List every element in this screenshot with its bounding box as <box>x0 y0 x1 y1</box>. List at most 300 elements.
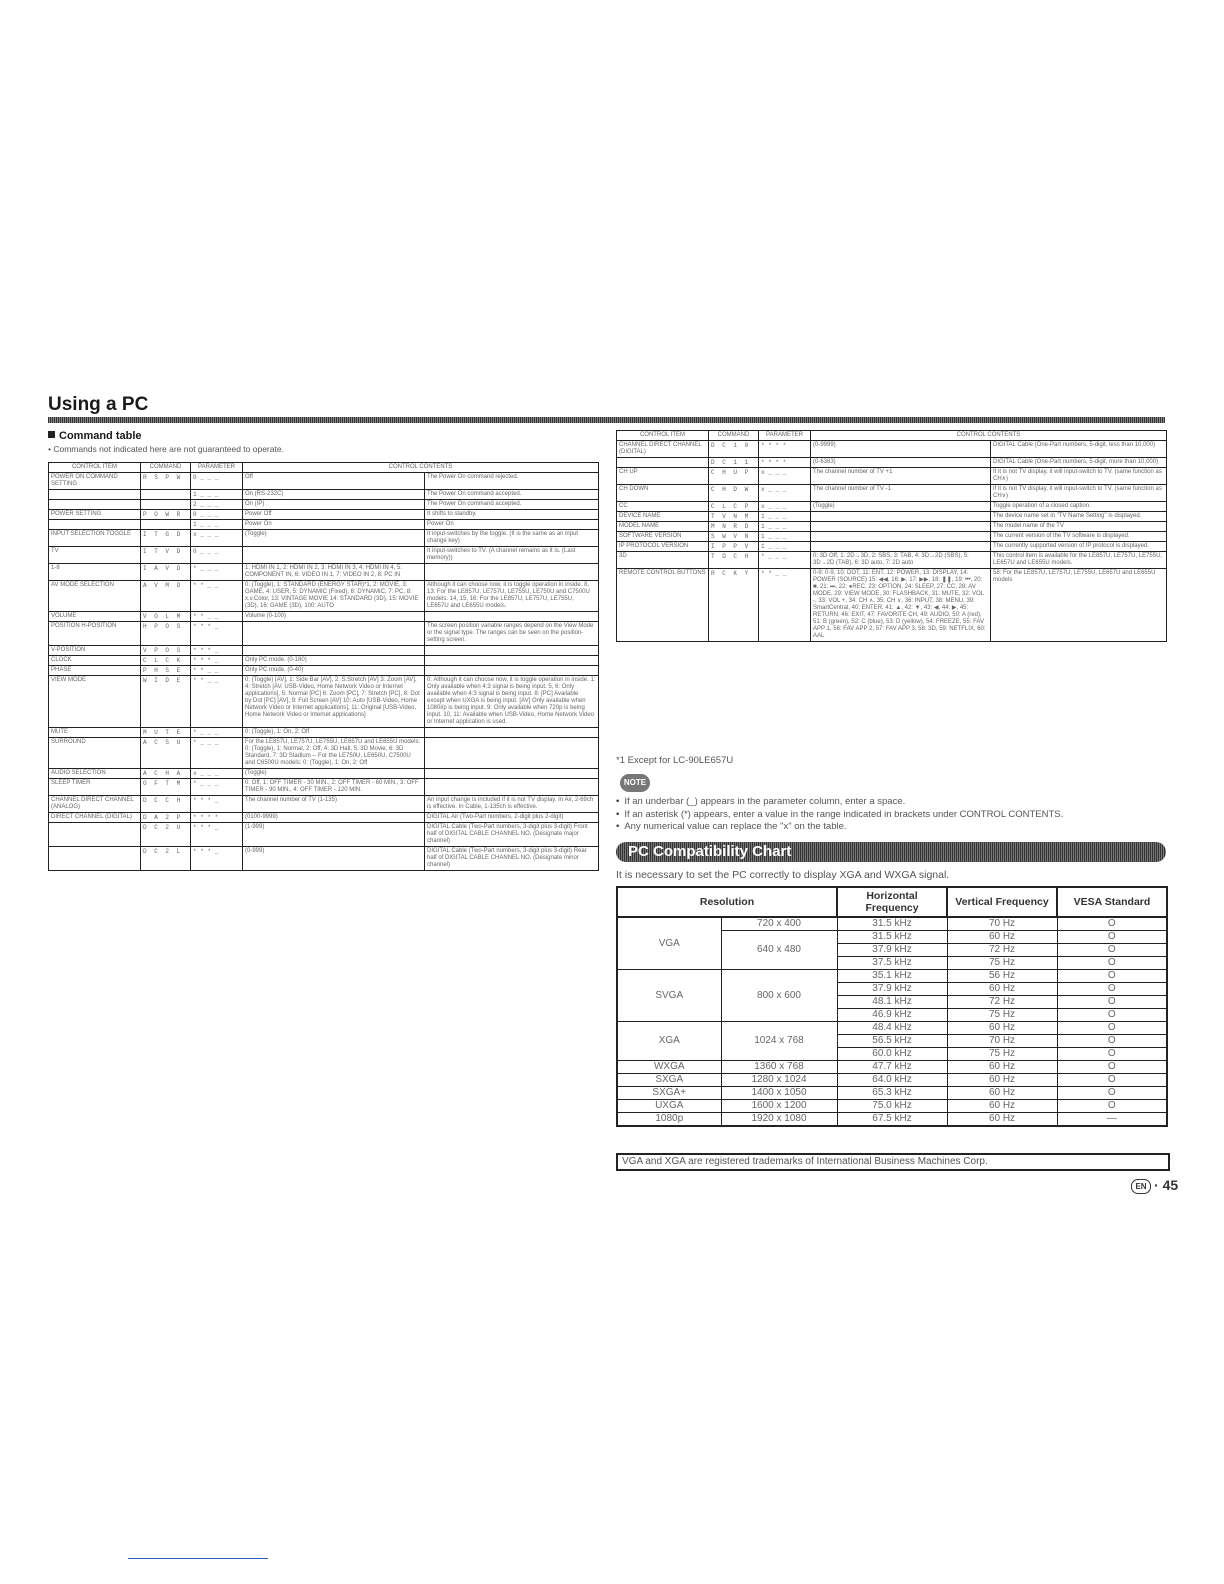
pc-hfreq: 35.1 kHz <box>837 970 947 983</box>
pc-vesa: O <box>1057 1022 1167 1035</box>
contents-cell: Volume (0-100) <box>243 612 425 622</box>
parameter-cell: * _ _ _ <box>191 738 243 769</box>
pc-res-value: 1280 x 1024 <box>721 1074 837 1087</box>
parameter-cell: 2 _ _ _ <box>191 500 243 510</box>
command-cell: D C 2 U <box>141 823 191 847</box>
command-cell: C L C K <box>141 656 191 666</box>
control-item-cell: CC <box>617 502 709 512</box>
command-cell: V P O S <box>141 646 191 656</box>
pc-vesa: O <box>1057 996 1167 1009</box>
pc-res-value: 1024 x 768 <box>721 1022 837 1061</box>
command-cell: O F T M <box>141 779 191 796</box>
control-item-cell: CH UP <box>617 468 709 485</box>
control-item-cell: IP PROTOCOL VERSION <box>617 542 709 552</box>
pc-res-value: 720 x 400 <box>721 917 837 931</box>
pc-res-value: 640 x 480 <box>721 931 837 970</box>
command-cell: A C S U <box>141 738 191 769</box>
pc-vfreq: 60 Hz <box>947 1074 1057 1087</box>
parameter-cell: * * * _ <box>191 656 243 666</box>
parameter-cell: x _ _ _ <box>759 485 811 502</box>
parameter-cell: x _ _ _ <box>191 769 243 779</box>
pc-vesa: O <box>1057 931 1167 944</box>
page-number-value: 45 <box>1162 1177 1179 1193</box>
parameter-cell: x _ _ _ <box>759 502 811 512</box>
command-cell: V O L M <box>141 612 191 622</box>
pc-vesa: O <box>1057 1087 1167 1100</box>
command-cell: H P O S <box>141 622 191 646</box>
contents-note-cell <box>425 738 599 769</box>
contents-cell: 1: HDMI IN 1, 2: HDMI IN 2, 3: HDMI IN 3, 4: HDMI IN 4, 5: COMPONENT IN, 6: VIDEO IN 1, 7: VIDEO IN 2, 8: PC IN <box>243 564 425 581</box>
command-cell <box>141 520 191 530</box>
control-item-cell <box>49 823 141 847</box>
contents-note-cell: The model name of the TV <box>991 522 1167 532</box>
pc-vfreq: 60 Hz <box>947 931 1057 944</box>
contents-note-cell <box>425 769 599 779</box>
page-number <box>1131 1177 1178 1194</box>
contents-cell: 0: (Toggle) [AV], 1: Side Bar [AV], 2: S.Stretch [AV] 3: Zoom [AV], 4: Stretch [AV, USB-Video, Home Network Video or Internet applications], 5: Normal [PC] 6: Zoom [PC], 7: Stretch [PC], 8: Dot by Dot [PC] [AV], 9: Full Screen [AV] 10: Auto [USB-Video, Home Network Video or Internet applications], 11: Original [USB-Video, Home Network Video or Internet applications] <box>243 676 425 728</box>
parameter-cell: * _ _ _ <box>759 552 811 569</box>
contents-cell: (Toggle) <box>243 769 425 779</box>
contents-note-cell <box>425 656 599 666</box>
parameter-cell: * * * _ <box>191 646 243 656</box>
parameter-cell: * _ _ _ <box>191 564 243 581</box>
command-cell: P H S E <box>141 666 191 676</box>
pc-vesa: O <box>1057 1074 1167 1087</box>
contents-note-cell <box>425 564 599 581</box>
table-row <box>49 564 599 581</box>
pc-vesa: O <box>1057 1048 1167 1061</box>
pc-col-vesa: VESA Standard <box>1057 887 1167 917</box>
contents-cell: The channel number of TV +1 <box>811 468 991 485</box>
contents-note-cell: The screen position variable ranges depend on the View Mode or the signal type. The ranges can be seen on the position-setting screen. <box>425 622 599 646</box>
table-row <box>49 728 599 738</box>
parameter-cell: 1 _ _ _ <box>759 512 811 522</box>
command-cell: M N R D <box>709 522 759 532</box>
table-row <box>617 1113 1167 1127</box>
pc-vfreq: 60 Hz <box>947 1061 1057 1074</box>
table-row <box>49 510 599 520</box>
parameter-cell: * _ _ _ <box>191 779 243 796</box>
command-cell: W I D E <box>141 676 191 728</box>
parameter-cell: * * * _ <box>191 796 243 813</box>
pc-vfreq: 75 Hz <box>947 1009 1057 1022</box>
pc-col-resolution: Resolution <box>617 887 837 917</box>
pc-vfreq: 72 Hz <box>947 996 1057 1009</box>
pc-hfreq: 56.5 kHz <box>837 1035 947 1048</box>
contents-note-cell: This control item is available for the LE857U, LE757U, LE755U, LE657U and LE655U models. <box>991 552 1167 569</box>
table-row <box>617 522 1167 532</box>
command-table-heading <box>48 430 142 442</box>
command-table-header <box>617 431 1167 441</box>
parameter-cell: * _ _ _ <box>191 728 243 738</box>
contents-note-cell <box>425 779 599 796</box>
col-parameter: PARAMETER <box>191 463 243 473</box>
control-item-cell: SURROUND <box>49 738 141 769</box>
table-row <box>49 769 599 779</box>
contents-cell: 0: (Toggle), 1: STANDARD (ENERGY STAR)*1, 2: MOVIE, 3: GAME, 4: USER, 5: DYNAMIC (Fixed), 6: DYNAMIC, 7: PC, 8: x.v.Color, 13: VINTAGE MOVIE 14: STANDARD (3D), 15: MOVIE (3D), 16: GAME (3D), 100: AUTO <box>243 581 425 612</box>
page-title: Using a PC <box>48 394 149 415</box>
note-icon: NOTE <box>620 774 650 792</box>
control-item-cell: POWER ON COMMAND SETTING <box>49 473 141 490</box>
pc-vesa: O <box>1057 1009 1167 1022</box>
command-cell: R S P W <box>141 473 191 490</box>
pc-res-name: WXGA <box>617 1061 721 1074</box>
control-item-cell: TV <box>49 547 141 564</box>
pc-res-value: 1360 x 768 <box>721 1061 837 1074</box>
control-item-cell: INPUT SELECTION TOGGLE <box>49 530 141 547</box>
control-item-cell: DIRECT CHANNEL (DIGITAL) <box>49 813 141 823</box>
contents-note-cell <box>425 612 599 622</box>
contents-cell: On (IP) <box>243 500 425 510</box>
pc-vesa: O <box>1057 917 1167 931</box>
contents-note-cell: Although it can choose now, it is toggle operation in inside. 8, 13: For the LE857U, LE757U, LE755U, LE750U and C7500U models. 14, 15, 16: For the LE857U, LE757U, LE755U, LE657U and LE655U models. <box>425 581 599 612</box>
parameter-cell: 1 _ _ _ <box>759 532 811 542</box>
table-row <box>49 738 599 769</box>
col-command: COMMAND <box>709 431 759 441</box>
pc-res-name: UXGA <box>617 1100 721 1113</box>
note-item: • If an asterisk (*) appears, enter a value in the range indicated in brackets under CONTROL CONTENTS. <box>616 809 1063 822</box>
pc-hfreq: 65.3 kHz <box>837 1087 947 1100</box>
pc-hfreq: 37.9 kHz <box>837 944 947 957</box>
contents-cell <box>811 542 991 552</box>
pc-hfreq: 60.0 kHz <box>837 1048 947 1061</box>
table-row <box>617 542 1167 552</box>
contents-note-cell: The Power On command accepted. <box>425 500 599 510</box>
table-row <box>49 656 599 666</box>
table-row <box>49 847 599 871</box>
parameter-cell: * * * _ <box>191 823 243 847</box>
command-cell: I T G D <box>141 530 191 547</box>
contents-cell: The channel number of TV -1 <box>811 485 991 502</box>
pc-vfreq: 60 Hz <box>947 1113 1057 1127</box>
table-row <box>49 530 599 547</box>
pc-hfreq: 48.1 kHz <box>837 996 947 1009</box>
command-table-heading-label: Command table <box>59 430 142 442</box>
parameter-cell: 1 _ _ _ <box>191 520 243 530</box>
contents-note-cell: DIGITAL Cable (One-Part numbers, 5-digit, more than 10,000) <box>991 458 1167 468</box>
control-item-cell: V-POSITION <box>49 646 141 656</box>
control-item-cell <box>49 500 141 510</box>
pc-hfreq: 37.9 kHz <box>837 983 947 996</box>
contents-cell: For the LE857U, LE757U, LE755U, LE657U and LE655U models: 0: (Toggle), 1: Normal, 2: Off, 4: 3D Hall, 5: 3D Movie, 6: 3D Standard, 7: 3D Stadium -- For the LE750U, LE650U, C7500U and C6500U models: 0: (Toggle), 1: On, 2: Off <box>243 738 425 769</box>
page-number-dash: · <box>1154 1177 1163 1193</box>
pc-res-name: VGA <box>617 917 721 970</box>
contents-note-cell: It input-switches to TV. (A channel remains as it is. (Last memory)) <box>425 547 599 564</box>
title-rule <box>48 417 1165 423</box>
contents-cell <box>811 532 991 542</box>
table-row <box>49 581 599 612</box>
control-item-cell <box>617 458 709 468</box>
contents-note-cell: If it is not TV display, it will input-switch to TV. (same function as CH∨) <box>991 485 1167 502</box>
control-item-cell: CH DOWN <box>617 485 709 502</box>
table-row <box>617 441 1167 458</box>
square-bullet-icon <box>48 431 55 438</box>
table-row <box>617 1061 1167 1074</box>
command-table-note: • Commands not indicated here are not guaranteed to operate. <box>48 444 284 454</box>
contents-note-cell <box>425 728 599 738</box>
table-row <box>617 502 1167 512</box>
pc-hfreq: 31.5 kHz <box>837 917 947 931</box>
control-item-cell <box>49 520 141 530</box>
contents-cell <box>811 522 991 532</box>
parameter-cell: x _ _ _ <box>759 468 811 485</box>
table-row <box>617 468 1167 485</box>
parameter-cell: 1 _ _ _ <box>759 542 811 552</box>
control-item-cell: MODEL NAME <box>617 522 709 532</box>
contents-cell: (0-999) <box>243 847 425 871</box>
pc-res-value: 1920 x 1080 <box>721 1113 837 1127</box>
command-cell: C H U P <box>709 468 759 485</box>
pc-col-vfreq: Vertical Frequency <box>947 887 1057 917</box>
command-cell: I P P V <box>709 542 759 552</box>
pc-vesa: O <box>1057 970 1167 983</box>
command-cell: D C 1 0 <box>709 441 759 458</box>
contents-cell: 0: 3D Off, 1: 2D→3D, 2: SBS, 3: TAB, 4: 3D→2D (SBS), 5: 3D→2D (TAB), 6: 3D auto, 7: 2D auto <box>811 552 991 569</box>
control-item-cell: SOFTWARE VERSION <box>617 532 709 542</box>
control-item-cell: POWER SETTING <box>49 510 141 520</box>
table-row <box>617 512 1167 522</box>
parameter-cell: 1 _ _ _ <box>759 522 811 532</box>
notes-list <box>616 796 1063 834</box>
pc-hfreq: 48.4 kHz <box>837 1022 947 1035</box>
table-row <box>49 520 599 530</box>
command-cell: C L C P <box>709 502 759 512</box>
pc-vfreq: 75 Hz <box>947 957 1057 970</box>
control-item-cell: CHANNEL DIRECT CHANNEL (DIGITAL) <box>617 441 709 458</box>
contents-cell: Only PC mode. (0-40) <box>243 666 425 676</box>
parameter-cell: * * _ _ <box>191 666 243 676</box>
contents-cell: 0-9: 0-9, 10: DOT, 11: ENT, 12: POWER, 13: DISPLAY, 14: POWER (SOURCE) 15: ◀◀, 16: ▶, 17: ▶▶, 18: ❚❚, 19: ⏮, 20: ■, 21: ⏭, 22: ●REC, 23: OPTION, 24: SLEEP, 27: CC, 28: AV MODE, 29: VIEW MODE, 30: FLASHBACK, 31: MUTE, 32: VOL -, 33: VOL +, 34: CH ∧, 35: CH ∨, 36: INPUT, 38: MENU, 39: SmartCentral, 40: ENTER, 41: ▲, 42: ▼, 43: ◀, 44: ▶, 45: RETURN, 46: EXIT, 47: FAVORITE CH, 49: AUDIO, 50: A (red), 51: B (green), 52: C (blue), 53: D (yellow), 54: FREEZE, 55: FAV APP 1, 56: FAV APP 2, 57: FAV APP 3, 58: 3D, 59: NETFLIX, 60: AAL <box>811 569 991 642</box>
pc-hfreq: 64.0 kHz <box>837 1074 947 1087</box>
pc-hfreq: 46.9 kHz <box>837 1009 947 1022</box>
table-row <box>49 676 599 728</box>
contents-note-cell: The Power On command accepted. <box>425 490 599 500</box>
pc-vesa: O <box>1057 1035 1167 1048</box>
table-row <box>49 813 599 823</box>
contents-cell <box>243 646 425 656</box>
command-cell: T V N M <box>709 512 759 522</box>
control-item-cell: DEVICE NAME <box>617 512 709 522</box>
contents-note-cell: The current version of the TV software is displayed. <box>991 532 1167 542</box>
parameter-cell: * * * * <box>759 458 811 468</box>
command-cell: D C 1 1 <box>709 458 759 468</box>
parameter-cell: * * _ _ <box>191 581 243 612</box>
parameter-cell: * * _ _ <box>191 612 243 622</box>
parameter-cell: x _ _ _ <box>191 530 243 547</box>
col-control-contents: CONTROL CONTENTS <box>243 463 599 473</box>
control-item-cell: VIEW MODE <box>49 676 141 728</box>
contents-cell: On (RS-232C) <box>243 490 425 500</box>
parameter-cell: 0 _ _ _ <box>191 473 243 490</box>
contents-note-cell: DIGITAL Cable (Two-Part numbers, 3-digit plus 3-digit) Rear half of DIGITAL CABLE CHANNEL NO. (Designate minor channel) <box>425 847 599 871</box>
command-table-right <box>616 430 1167 642</box>
table-row <box>49 666 599 676</box>
control-item-cell: 3D <box>617 552 709 569</box>
table-row <box>617 917 1167 931</box>
contents-note-cell: It shifts to standby. <box>425 510 599 520</box>
contents-cell: 0: Off, 1: OFF TIMER - 30 MIN., 2: OFF TIMER - 60 MIN., 3: OFF TIMER - 90 MIN., 4: OFF TIMER - 120 MIN. <box>243 779 425 796</box>
table-row <box>49 796 599 813</box>
table-row <box>617 532 1167 542</box>
pc-vfreq: 60 Hz <box>947 1022 1057 1035</box>
table-row <box>617 552 1167 569</box>
table-row <box>49 823 599 847</box>
contents-cell: The channel number of TV (1-135) <box>243 796 425 813</box>
contents-note-cell: The currently supported version of IP protocol is displayed. <box>991 542 1167 552</box>
table-row <box>617 1087 1167 1100</box>
pc-res-name: XGA <box>617 1022 721 1061</box>
table-row <box>617 485 1167 502</box>
pc-vesa: O <box>1057 983 1167 996</box>
parameter-cell: * * * * <box>759 441 811 458</box>
control-item-cell <box>49 490 141 500</box>
command-cell: R C K Y <box>709 569 759 642</box>
control-item-cell: VOLUME <box>49 612 141 622</box>
contents-cell: (1-999) <box>243 823 425 847</box>
table-row <box>49 779 599 796</box>
pc-vfreq: 60 Hz <box>947 1100 1057 1113</box>
pc-vesa: — <box>1057 1113 1167 1127</box>
pc-chart-title: PC Compatibility Chart <box>628 843 792 860</box>
pc-vesa: O <box>1057 1061 1167 1074</box>
pc-table-header <box>617 887 1167 917</box>
command-cell: D C C H <box>141 796 191 813</box>
contents-note-cell <box>425 666 599 676</box>
command-cell: M U T E <box>141 728 191 738</box>
pc-vesa: O <box>1057 1100 1167 1113</box>
note-item: • If an underbar (_) appears in the parameter column, enter a space. <box>616 796 1063 809</box>
table-row <box>49 622 599 646</box>
pc-res-name: 1080p <box>617 1113 721 1127</box>
pc-hfreq: 75.0 kHz <box>837 1100 947 1113</box>
control-item-cell: AUDIO SELECTION <box>49 769 141 779</box>
contents-cell: (0100-9999) <box>243 813 425 823</box>
command-cell: C H D W <box>709 485 759 502</box>
table-row <box>49 646 599 656</box>
pc-vfreq: 60 Hz <box>947 1087 1057 1100</box>
parameter-cell: 1 _ _ _ <box>191 490 243 500</box>
contents-note-cell: DIGITAL Cable (Two-Part numbers, 3-digit plus 3-digit) Front half of DIGITAL CABLE CHANNEL NO. (Designate major channel) <box>425 823 599 847</box>
command-cell: I A V D <box>141 564 191 581</box>
command-table-header <box>49 463 599 473</box>
contents-note-cell: 58: For the LE857U, LE757U, LE755U, LE657U and LE655U models <box>991 569 1167 642</box>
pc-res-value: 1400 x 1050 <box>721 1087 837 1100</box>
command-cell: A C H A <box>141 769 191 779</box>
pc-hfreq: 47.7 kHz <box>837 1061 947 1074</box>
parameter-cell: 0 _ _ _ <box>191 547 243 564</box>
pc-vfreq: 75 Hz <box>947 1048 1057 1061</box>
control-item-cell: MUTE <box>49 728 141 738</box>
contents-cell <box>243 547 425 564</box>
table-row <box>49 473 599 490</box>
pc-col-hfreq: Horizontal Frequency <box>837 887 947 917</box>
pc-res-value: 1600 x 1200 <box>721 1100 837 1113</box>
trademark-notice: VGA and XGA are registered trademarks of International Business Machines Corp. <box>616 1153 1170 1171</box>
contents-cell: Only PC mode. (0-180) <box>243 656 425 666</box>
control-item-cell: REMOTE CONTROL BUTTONS <box>617 569 709 642</box>
command-cell: T D C H <box>709 552 759 569</box>
parameter-cell: * * * * <box>191 813 243 823</box>
pc-vfreq: 72 Hz <box>947 944 1057 957</box>
pc-res-name: SXGA+ <box>617 1087 721 1100</box>
contents-cell: (0-6383) <box>811 458 991 468</box>
table-row <box>617 1100 1167 1113</box>
contents-note-cell: If it is not TV display, it will input-switch to TV. (same function as CH∧) <box>991 468 1167 485</box>
table-row <box>617 1074 1167 1087</box>
command-cell: D A 2 P <box>141 813 191 823</box>
link-underline <box>128 1558 268 1559</box>
contents-note-cell: DIGITAL Air (Two-Part numbers, 2-digit plus 2-digit) <box>425 813 599 823</box>
contents-note-cell: DIGITAL Cable (One-Part numbers, 5-digit, less than 10,000) <box>991 441 1167 458</box>
col-command: COMMAND <box>141 463 191 473</box>
table-row <box>617 970 1167 983</box>
control-item-cell <box>49 847 141 871</box>
contents-cell: (Toggle) <box>811 502 991 512</box>
footnote: *1 Except for LC-90LE657U <box>616 755 734 766</box>
pc-vfreq: 70 Hz <box>947 1035 1057 1048</box>
col-control-contents: CONTROL CONTENTS <box>811 431 1167 441</box>
pc-vesa: O <box>1057 957 1167 970</box>
contents-cell: (0-9999) <box>811 441 991 458</box>
pc-res-value: 800 x 600 <box>721 970 837 1022</box>
control-item-cell: SLEEP TIMER <box>49 779 141 796</box>
pc-res-name: SVGA <box>617 970 721 1022</box>
command-table-left <box>48 462 599 871</box>
contents-note-cell: 0: Although it can choose now, it is toggle operation in inside. 1: Only available when 4:3 signal is being input. 5, 6: Only available when 4:3 signal is being input. 8: [PC] Available except when UXGA is being input. [AV] Only available when 1080i/p is being input. 9: Only available when 720p is being input. 10, 11: Available when USB-Video, Home Network Video or Internet application is used. <box>425 676 599 728</box>
pc-vfreq: 56 Hz <box>947 970 1057 983</box>
control-item-cell: 1-8 <box>49 564 141 581</box>
language-badge: EN <box>1131 1179 1151 1194</box>
pc-res-name: SXGA <box>617 1074 721 1087</box>
pc-vesa: O <box>1057 944 1167 957</box>
control-item-cell: CHANNEL DIRECT CHANNEL (ANALOG) <box>49 796 141 813</box>
control-item-cell: PHASE <box>49 666 141 676</box>
table-row <box>49 547 599 564</box>
pc-compatibility-table <box>616 886 1168 1127</box>
control-item-cell: AV MODE SELECTION <box>49 581 141 612</box>
contents-note-cell: The Power On command rejected. <box>425 473 599 490</box>
contents-note-cell: It input-switches by the toggle. (It is the same as an input change key) <box>425 530 599 547</box>
table-row <box>49 500 599 510</box>
pc-hfreq: 67.5 kHz <box>837 1113 947 1127</box>
contents-cell: (Toggle) <box>243 530 425 547</box>
table-row <box>617 458 1167 468</box>
command-cell: A V M D <box>141 581 191 612</box>
command-cell <box>141 490 191 500</box>
command-cell: P O W R <box>141 510 191 520</box>
table-row <box>49 490 599 500</box>
table-row <box>617 1022 1167 1035</box>
pc-vfreq: 70 Hz <box>947 917 1057 931</box>
contents-note-cell <box>425 646 599 656</box>
contents-note-cell: Power On <box>425 520 599 530</box>
parameter-cell: * * _ _ <box>191 676 243 728</box>
parameter-cell: * * * _ <box>191 622 243 646</box>
contents-note-cell: The device name set in "TV Name Setting" is displayed. <box>991 512 1167 522</box>
pc-hfreq: 31.5 kHz <box>837 931 947 944</box>
command-cell: D C 2 L <box>141 847 191 871</box>
table-row <box>617 569 1167 642</box>
contents-note-cell: An input change is included if it is not TV display. In Air, 2-69ch is effective. In Cable, 1-135ch is effective. <box>425 796 599 813</box>
parameter-cell: 0 _ _ _ <box>191 510 243 520</box>
col-control-item: CONTROL ITEM <box>617 431 709 441</box>
command-cell <box>141 500 191 510</box>
pc-hfreq: 37.5 kHz <box>837 957 947 970</box>
parameter-cell: * * _ _ <box>759 569 811 642</box>
control-item-cell: POSITION H-POSITION <box>49 622 141 646</box>
control-item-cell: CLOCK <box>49 656 141 666</box>
contents-note-cell: Toggle operation of a closed caption. <box>991 502 1167 512</box>
